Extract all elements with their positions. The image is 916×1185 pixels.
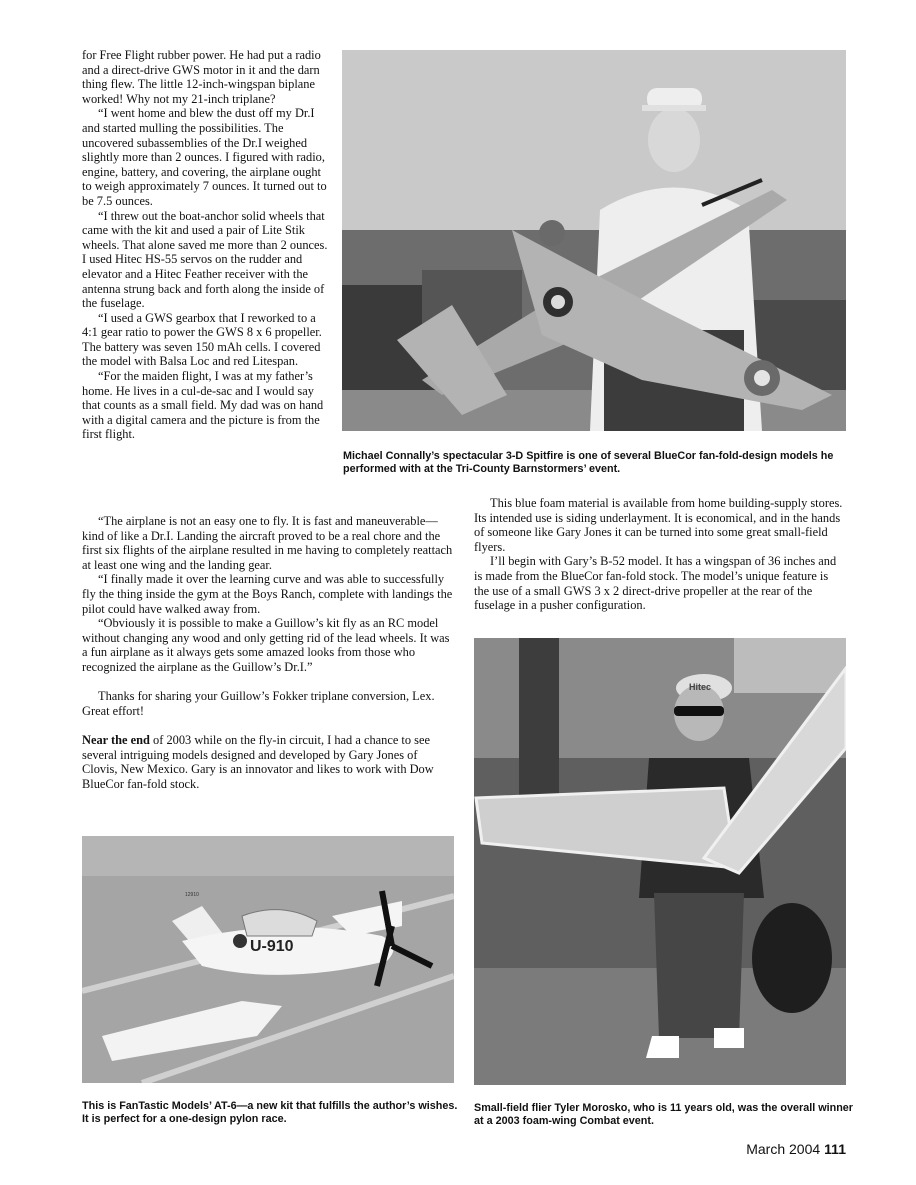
- paragraph: “I used a GWS gearbox that I reworked to a 4:1 gear ratio to power the GWS 8 x 6 propeller. The battery was seven 150 mAh cells. I covered the model with Balsa Loc and red Litespan.: [82, 310, 322, 369]
- page-number: 111: [824, 1141, 846, 1157]
- text-column-left-narrow: [82, 48, 328, 442]
- cap-logo-text: Hitec: [689, 682, 712, 692]
- paragraph: I’ll begin with Gary’s B-52 model. It has a wingspan of 36 inches and is made from the BlueCor fan-fold stock. The model’s unique feature is the use of a small GWS 3 x 2 direct-drive propeller at the rear of the fuselage in a pusher configuration.: [474, 554, 837, 613]
- issue-date: March 2004: [746, 1141, 821, 1157]
- aircraft-marking: U-910: [250, 938, 294, 955]
- run-in-head: Near the end: [82, 732, 150, 747]
- paragraph: This blue foam material is available from home building-supply stores. Its intended use is siding underlayment. It is economical, and in the hands of someone like Gary Jones it can be turned into some great small-field flyers.: [474, 496, 843, 554]
- spitfire-photo: [342, 50, 846, 431]
- paragraph: “I threw out the boat-anchor solid wheels that came with the kit and used a pair of Lite Stik wheels. That alone saved me more than 2 ounces. I used Hitec HS-55 servos on the rudder and elevator and a Hitec Feather receiver with the antenna strung back and forth along the inside of the fuselage.: [82, 208, 328, 311]
- paragraph: for Free Flight rubber power. He had put a radio and a direct-drive GWS motor in it and the darn thing flew. The little 12-inch-wingspan biplane worked! Why not my 21-inch triplane?: [82, 48, 321, 106]
- paragraph: Thanks for sharing your Guillow’s Fokker triplane conversion, Lex. Great effort!: [82, 689, 435, 718]
- paragraph: “The airplane is not an easy one to fly. It is fast and maneuverable—kind of like a Dr.I. Landing the aircraft proved to be a real chore and the first six flights of the airplane resulted in me having to completely reattach at least one wing and the landing gear.: [82, 514, 453, 572]
- page-footer: [746, 1141, 846, 1157]
- paragraph: “Obviously it is possible to make a Guillow’s kit fly as an RC model without changing any wood and only getting rid of the lead wheels. It was a fun airplane as it always gets some amazed looks from those who recognized the airplane as the Guillow’s Dr.I.”: [82, 616, 450, 674]
- paragraph: “I finally made it over the learning curve and was able to successfully fly the thing inside the gym at the Boys Ranch, complete with landings the pilot could have walked away from.: [82, 572, 453, 616]
- tyler-caption: Small-field flier Tyler Morosko, who is 11 years old, was the overall winner at a 2003 foam-wing Combat event.: [474, 1102, 854, 1127]
- text-column-left-wide: [82, 514, 454, 791]
- paragraph: “I went home and blew the dust off my Dr.I and started mulling the possibilities. The uncovered subassemblies of the Dr.I weighed slightly more than 2 ounces. I figured with radio, engine, battery, and covering, the airplane ought to weigh approximately 7 ounces. It turned out to be 7.5 ounces.: [82, 106, 327, 208]
- text-column-right: [474, 496, 846, 613]
- at6-photo: [82, 836, 454, 1083]
- paragraph-text: of 2003 while on the fly-in circuit, I had a chance to see several intriguing models designed and developed by Gary Jones of Clovis, New Mexico. Gary is an innovator and likes to work with Dow BlueCor fan-fold stock.: [82, 732, 434, 791]
- paragraph-near-the-end: [82, 733, 454, 791]
- tail-number: 12910: [185, 892, 199, 898]
- at6-caption: This is FanTastic Models’ AT-6—a new kit that fulfills the author’s wishes. It is perfect for a one-design pylon race.: [82, 1100, 458, 1125]
- tyler-photo: [474, 638, 846, 1085]
- paragraph: “For the maiden flight, I was at my father’s home. He lives in a cul-de-sac and I would say that counts as a small field. My dad was on hand with a digital camera and the picture is from the first flight.: [82, 369, 324, 442]
- spitfire-caption: Michael Connally’s spectacular 3-D Spitfire is one of several BlueCor fan-fold-design models he performed with at the Tri-County Barnstormers’ event.: [343, 450, 834, 475]
